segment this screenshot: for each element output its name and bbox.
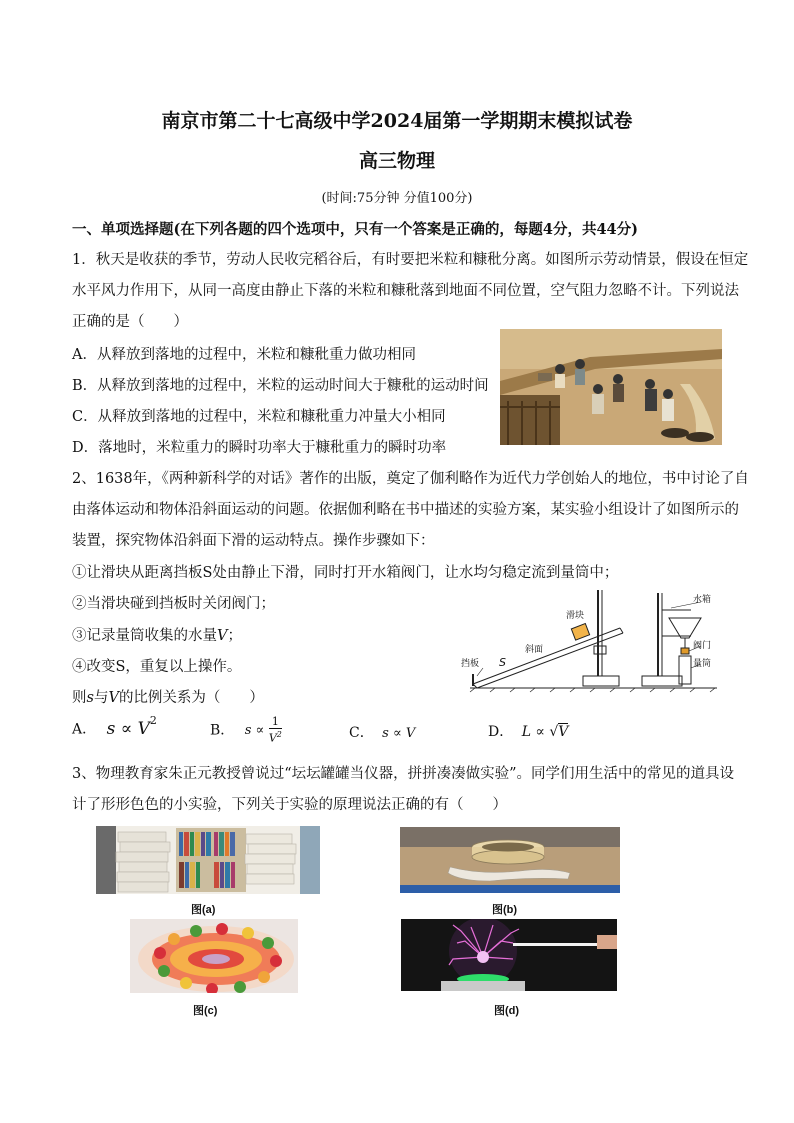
q2-option-d: D． L ∝ √V xyxy=(488,724,569,740)
q2-stem-line2: 由落体运动和物体沿斜面运动的问题。依据伽利略在书中描述的实验方案，某实验小组设计了如图所示的 xyxy=(72,502,739,518)
q3-figure-c-caption: 图(c) xyxy=(193,1005,218,1017)
q1-option-d: D．落地时，米粒重力的瞬时功率大于糠秕重力的瞬时功率 xyxy=(72,440,447,456)
diagram-label-cylinder: 量筒 xyxy=(693,659,712,669)
q3-figure-b-image xyxy=(400,827,620,893)
q1-stem-line1: 1．秋天是收获的季节，劳动人民收完稻谷后，有时要把米粒和糠秕分离。如图所示劳动情景，假设在恒定 xyxy=(72,252,749,268)
diagram-label-baffle: 挡板 xyxy=(461,659,480,669)
q3-figure-a-caption: 图(a) xyxy=(191,904,216,916)
q1-option-b: B．从释放到落地的过程中，米粒的运动时间大于糠秕的运动时间 xyxy=(72,378,489,394)
q3-stem-line2: 计了形形色色的小实验，下列关于实验的原理说法正确的有（ ） xyxy=(72,797,507,813)
q1-stem-line3: 正确的是（ ） xyxy=(72,314,188,330)
q3-figure-b-caption: 图(b) xyxy=(492,904,518,916)
section-heading: 一、单项选择题(在下列各题的四个选项中，只有一个答案是正确的，每题4分，共44分) xyxy=(72,221,638,238)
q1-painting-image xyxy=(500,329,722,445)
q2-stem-line1: 2、1638年，《两种新科学的对话》著作的出版，奠定了伽利略作为近代力学创始人的地位，书中讨论了自 xyxy=(72,471,749,487)
q2-question: 则s与V的比例关系为（ ） xyxy=(72,690,264,706)
q2-step-4: ④改变S，重复以上操作。 xyxy=(72,659,242,675)
q3-stem-line1: 3、物理教育家朱正元教授曾说过“坛坛罐罐当仪器，拼拼凑凑做实验”。同学们用生活中的常见的道具设 xyxy=(72,766,735,782)
q2-step-1: ①让滑块从距离挡板S处由静止下滑，同时打开水箱阀门，让水均匀稳定流到量筒中； xyxy=(72,565,619,581)
q1-stem-line2: 水平风力作用下，从同一高度由静止下落的米粒和糠秕落到地面不同位置，空气阻力忽略不计。下列说法 xyxy=(72,283,739,299)
q3-figure-c-image xyxy=(130,919,298,993)
q3-figure-d-caption: 图(d) xyxy=(494,1005,520,1017)
q2-option-c: C． s ∝ V xyxy=(349,725,416,741)
exam-timing: (时间:75分钟 分值100分) xyxy=(321,191,473,206)
diagram-label-s: S xyxy=(499,656,506,669)
diagram-label-slope: 斜面 xyxy=(525,645,544,655)
q1-option-a: A．从释放到落地的过程中，米粒和糠秕重力做功相同 xyxy=(72,347,416,363)
q2-step-2: ②当滑块碰到挡板时关闭阀门； xyxy=(72,596,275,612)
exam-title: 南京市第二十七高级中学2024届第一学期期末模拟试卷 xyxy=(161,110,633,132)
q3-figure-a-image xyxy=(96,826,320,894)
diagram-label-slider: 滑块 xyxy=(566,611,585,621)
q2-option-b: B． s ∝ $\frac{1}{V^2}$ xyxy=(210,715,282,745)
diagram-label-tank: 水箱 xyxy=(693,595,712,605)
q2-apparatus-diagram xyxy=(455,588,725,693)
exam-subject: 高三物理 xyxy=(358,150,435,172)
q3-figure-d-image xyxy=(401,919,617,991)
q2-stem-line3: 装置，探究物体沿斜面下滑的运动特点。操作步骤如下： xyxy=(72,533,435,549)
q1-option-c: C．从释放到落地的过程中，米粒和糠秕重力冲量大小相同 xyxy=(72,409,446,425)
diagram-label-valve: 阀门 xyxy=(693,641,712,651)
q2-option-a: A． $s \propto V^2$ xyxy=(72,714,157,739)
q2-step-3: ③记录量筒收集的水量V； xyxy=(72,628,242,644)
